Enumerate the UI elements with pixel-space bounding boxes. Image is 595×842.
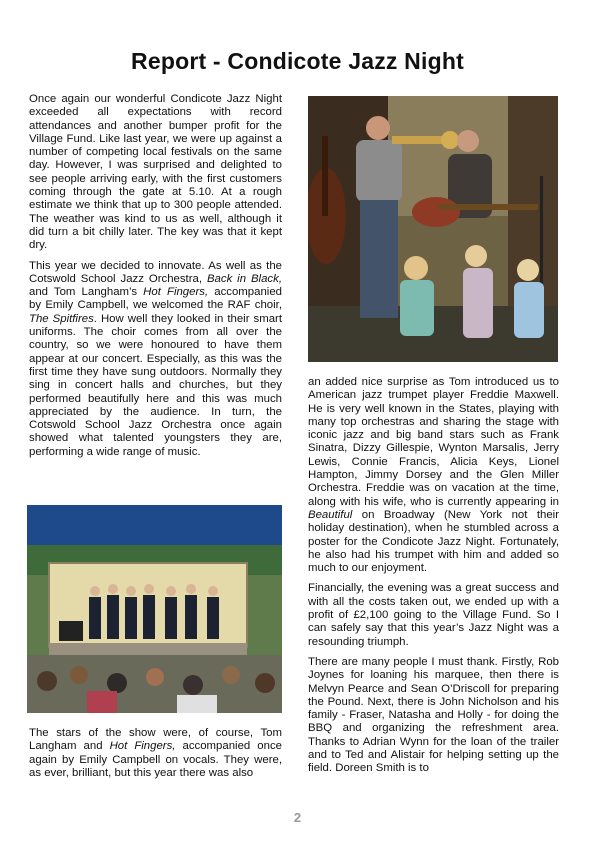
photo-trumpet-stage — [308, 96, 558, 362]
page-title: Report - Condicote Jazz Night — [131, 48, 464, 74]
paragraph-innovate: This year we decided to innovate. As well as the Cotswold School Jazz Orchestra, Back in Black, and Tom Langham’s Hot Fingers, accompanied by Emily Campbell, we welcomed the RAF choir, The Spitfires. How well they looked in their smart uniforms. The choir comes from all over the country, so we were honoured to have them appear at our concert. Especially, as this was the first time they have sung outdoors. Normally they sing in concert halls and churches, but they performed beautifully here and this was much appreciated by the audience. In turn, the Cotswold School Jazz Orchestra once again showed what talented youngsters they are, performing a wide range of music. — [29, 259, 282, 458]
article-column-left — [29, 93, 282, 466]
photo-choir-stage — [27, 505, 282, 713]
paragraph-finance: Financially, the evening was a great success and with all the costs taken out, we ended up with a profit of £2,100 going to the Village Fund. So I can safely say that this year’s Jazz Night was a resounding triumph. — [308, 582, 559, 648]
page-number: 2 — [293, 810, 302, 825]
article-column-right — [308, 376, 559, 783]
paragraph-thanks: There are many people I must thank. Firstly, Rob Joynes for loaning his marquee, then there is Melvyn Pearce and Sean O’Driscoll for preparing the Pound. Next, there is John Nicholson and his family - Fraser, Natasha and Holly - for doing the BBQ and organizing the refreshment area. Thanks to Adrian Wynn for the loan of the trailer and to Ted and Alistair for helping setting up the field. Doreen Smith is to — [308, 655, 559, 775]
paragraph-freddie: an added nice surprise as Tom introduced us to American jazz trumpet player Freddie Maxwell. He is very well known in the States, playing with many top orchestras and sharing the stage with iconic jazz and big band stars such as Frank Sinatra, Dizzy Gillespie, Wynton Marsalis, Jerry Lewis, Connie Francis, Alicia Keys, Lionel Hampton, Jimmy Dorsey and the Glen Miller Orchestra. Freddie was on vacation at the time, along with his wife, who is currently appearing in Beautiful on Broadway (New York not their holiday destination), when he stumbled across a poster for the Condicote Jazz Night. Fortunately, he also had his trumpet with him and added so much to our enjoyment. — [308, 376, 559, 575]
paragraph-stars: The stars of the show were, of course, Tom Langham and Hot Fingers, accompanied once again by Emily Campbell on vocals. They were, as ever, brilliant, but this year there was also — [29, 727, 282, 779]
paragraph-intro: Once again our wonderful Condicote Jazz Night exceeded all expectations with record attendances and another bumper profit for the Village Fund. Like last year, we were up against a number of competing local festivals on the same day. However, I was surprised and delighted to see people arriving early, with the first customers coming through the gate at 5.10. At a rough estimate we think that up to 300 people attended. The weather was kind to us as well, although it did turn a bit chilly later. The key was that it kept dry. — [29, 93, 282, 252]
